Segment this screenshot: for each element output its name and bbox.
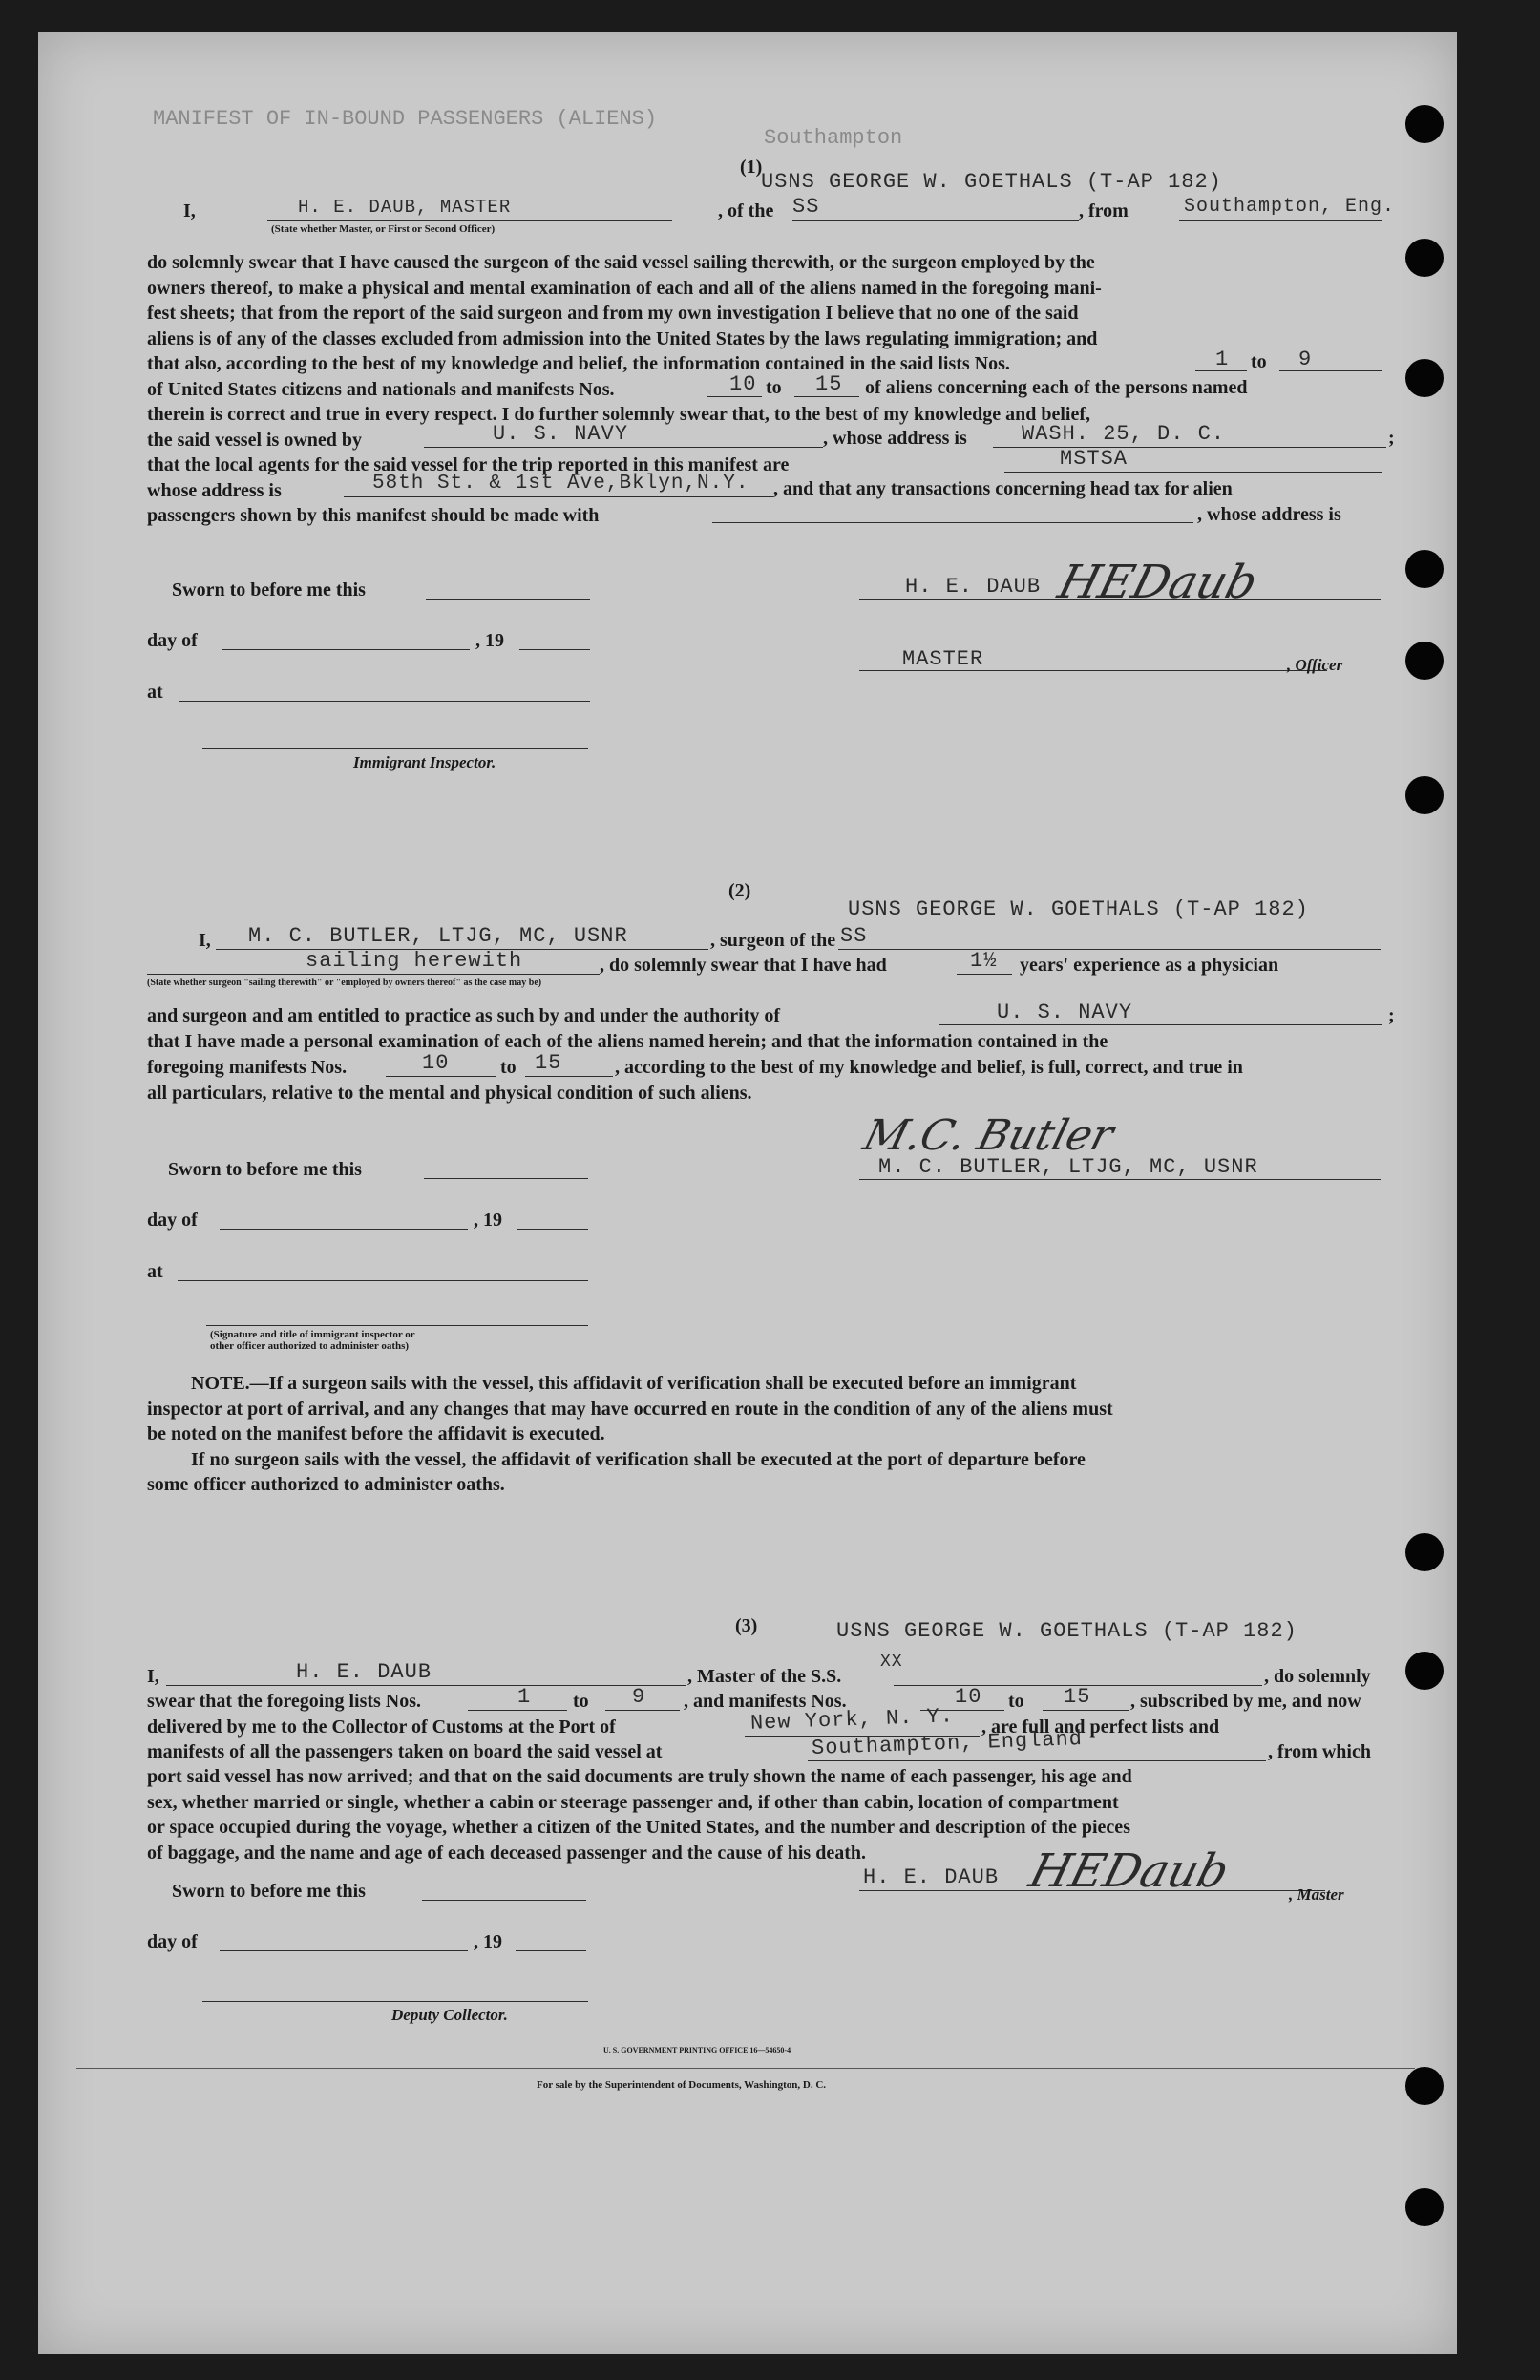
note-paragraph [147,1371,1113,1498]
bleed-through-port: Southampton [764,126,903,150]
surgeon-line-4a: foregoing manifests Nos. [147,1057,348,1078]
sailing-line [147,974,600,975]
section2-vessel-type: SS [840,924,868,948]
section2-manifests-from-line [386,1076,496,1077]
day-of-label-1: day of [147,630,198,651]
section3-lists-from-line [468,1710,567,1711]
section1-typed-name: H. E. DAUB [905,575,1042,599]
lists-from-value: 1 [1215,348,1230,371]
oath-line-4: aliens is of any of the classes excluded from admission into the United States by the laws regulating immigration; and [147,327,1098,349]
section3-vessel-type: XX [880,1653,903,1672]
section3-manifests-to-line [1043,1710,1129,1711]
punch-hole [1405,776,1444,814]
year-line-1 [519,649,590,650]
note-line-5: some officer authorized to administer oaths. [147,1474,505,1495]
lists-to-value: 9 [1298,348,1313,371]
oath-line-9: that the local agents for the said vessel for the trip reported in this manifest are [147,454,790,475]
owner-value: U. S. NAVY [493,422,629,446]
oath-line-7: therein is correct and true in every respect. I do further solemnly swear that, to the best of my knowledge and belief, [147,404,1091,425]
inspector-sig-line-2 [206,1325,588,1326]
note-line-1: NOTE.—If a surgeon sails with the vessel, this affidavit of verification shall be executed before an immigrant [191,1373,1077,1394]
prefix-i: I, [183,200,196,221]
oath-line-2: owners thereof, to make a physical and mental examination of each and all of the aliens named in the foregoing mani- [147,277,1102,299]
agent-address-line [344,496,773,497]
from-port-line [1179,220,1382,221]
at-label-1: at [147,682,163,703]
at-label-2: at [147,1261,163,1282]
owner-semicolon: ; [1388,428,1395,449]
day-of-label-2: day of [147,1210,198,1231]
authority-semicolon: ; [1388,1005,1395,1026]
section2-manifests-to: 15 [535,1051,562,1075]
punch-hole [1405,1533,1444,1571]
prefix-i-2: I, [199,930,211,951]
section3-typed-name: H. E. DAUB [863,1865,1000,1889]
bleed-through-header: MANIFEST OF IN-BOUND PASSENGERS (ALIENS) [153,107,658,131]
note-line-3: be noted on the manifest before the affidavit is executed. [147,1423,605,1444]
section3-lists-to: 9 [632,1685,646,1709]
printing-office: U. S. GOVERNMENT PRINTING OFFICE 16—54650-4 [603,2046,791,2054]
oath-line-5-text: that also, according to the best of my knowledge and belief, the information contained in the said lists Nos. [147,353,1010,374]
collector-sig-line [202,2001,588,2002]
section3-manifests-to-word: to [1008,1691,1024,1712]
section1-rank: MASTER [902,647,984,671]
oath-line-1: do solemnly swear that I have caused the surgeon of the said vessel sailing therewith, or the surgeon employed by the [147,252,1095,273]
agents-line [1004,472,1382,473]
lists-to-word: to [1251,351,1267,372]
section3-line4-b: , from which [1268,1741,1371,1762]
punch-hole [1405,359,1444,397]
sworn-line-3 [422,1900,586,1901]
lists-to-line [1279,370,1382,371]
manifest-page [38,32,1457,2354]
year-label-1: , 19 [475,630,504,651]
section3-oath-line-2: sex, whether married or single, whether a cabin or steerage passenger and, if other than cabin, location of compartment [147,1791,1119,1813]
section3-line2-c: , subscribed by me, and now [1130,1691,1361,1712]
sailing-caption: (State whether surgeon "sailing therewith" or "employed by owners thereof" as the case may be) [147,978,542,988]
head-tax-text: , and that any transactions concerning head tax for alien [773,478,1233,499]
officer-label: , Officer [1287,656,1343,674]
section1-from-port: Southampton, Eng. [1184,196,1396,218]
sale-text: For sale by the Superintendent of Documents, Washington, D. C. [537,2079,827,2091]
agents-value: MSTSA [1060,447,1129,471]
master-signature-3: HEDaub [1023,1844,1235,1898]
rank-line [859,670,1327,671]
master-signature-1: HEDaub [1052,556,1264,609]
section3-line2-b: , and manifests Nos. [684,1691,847,1712]
section3-lists-to-word: to [573,1691,589,1712]
day-of-label-3: day of [147,1931,198,1952]
section-number-2: (2) [728,880,751,901]
sailing-value: sailing herewith [306,949,523,973]
prefix-i-3: I, [147,1666,159,1687]
section3-from-port-line [808,1760,1266,1761]
day-of-line-1 [222,649,470,650]
section1-vessel-type: SS [792,195,820,219]
section-number-1: (1) [740,157,763,178]
section3-oath-line-1: port said vessel has now arrived; and that on the said documents are truly shown the name of each passenger, his age and [147,1766,1132,1787]
section2-typed-name: M. C. BUTLER, LTJG, MC, USNR [878,1155,1258,1179]
punch-hole [1405,2188,1444,2226]
agent-address-label: whose address is [147,479,282,501]
day-of-line-2 [220,1229,468,1230]
punch-hole [1405,105,1444,143]
punch-hole [1405,642,1444,680]
section2-vessel-name: USNS GEORGE W. GOETHALS (T-AP 182) [848,897,1309,921]
owned-by-label: the said vessel is owned by [147,429,363,451]
year-line-2 [517,1229,588,1230]
section3-lists-to-line [605,1710,680,1711]
years-line [957,974,1012,975]
manifests-to-word: to [766,377,782,398]
owner-address-value: WASH. 25, D. C. [1022,422,1226,446]
surgeon-line-4b: , according to the best of my knowledge and belief, is full, correct, and true in [615,1057,1243,1078]
surgeon-line-2: and surgeon and am entitled to practice as such by and under the authority of [147,1005,781,1026]
section3-line3-a: delivered by me to the Collector of Customs at the Port of [147,1717,616,1738]
surgeon-typed-line [859,1179,1381,1180]
aliens-text: of aliens concerning each of the persons named [865,377,1248,398]
lists-from-line [1195,370,1247,371]
oath-line-3: fest sheets; that from the report of the said surgeon and from my own investigation I believe that no one of the said [147,303,1079,324]
note-line-2: inspector at port of arrival, and any changes that may have occurred en route in the condition of any of the aliens must [147,1398,1113,1420]
authority-line [939,1024,1382,1025]
vessel-type-line-2 [838,949,1381,950]
sworn-label-3: Sworn to before me this [172,1881,366,1902]
swear-text: , do solemnly swear that I have had [600,955,887,976]
section-number-3: (3) [735,1615,758,1636]
note-line-4: If no surgeon sails with the vessel, the affidavit of verification shall be executed at the port of departure before [191,1448,1086,1470]
section3-manifests-to: 15 [1064,1685,1091,1709]
section3-lists-from: 1 [517,1685,532,1709]
experience-text: years' experience as a physician [1020,955,1279,976]
at-line-2 [178,1280,588,1281]
agent-address-value: 58th St. & 1st Ave,Bklyn,N.Y. [372,473,749,495]
year-line-3 [516,1950,586,1951]
surgeon-signature: M.C. Butler [858,1111,1119,1160]
sworn-label-1: Sworn to before me this [172,579,366,600]
manifests-from-value: 10 [729,372,757,396]
section2-to-word: to [500,1057,517,1078]
master-name-line [166,1685,686,1686]
day-of-line-3 [220,1950,468,1951]
surgeon-of-the-label: , surgeon of the [710,930,836,951]
owner-line [424,447,823,448]
section3-line2-a: swear that the foregoing lists Nos. [147,1691,422,1712]
sworn-label-2: Sworn to before me this [168,1159,362,1180]
section3-line3-b: , are full and perfect lists and [981,1717,1220,1738]
immigrant-inspector-caption: Immigrant Inspector. [353,753,496,771]
oath-line-5 [147,351,1102,377]
do-solemnly: , do solemnly [1264,1666,1371,1687]
section1-officer-name: H. E. DAUB, MASTER [298,197,512,218]
deputy-collector-caption: Deputy Collector. [391,2006,508,2024]
oath-line-11: passengers shown by this manifest should be made with [147,505,600,526]
officer-caption: (State whether Master, or First or Second Officer) [271,223,496,235]
surgeon-line-5: all particulars, relative to the mental and physical condition of such aliens. [147,1083,752,1104]
section3-paragraph [147,1764,1132,1865]
section3-oath-line-3: or space occupied during the voyage, whether a citizen of the United States, and the number and description of the pieces [147,1817,1130,1838]
punch-hole [1405,2067,1444,2105]
surgeon-line-3: that I have made a personal examination of each of the aliens named herein; and that the information contained in the [147,1031,1108,1052]
section3-line4-a: manifests of all the passengers taken on board the said vessel at [147,1741,663,1762]
sworn-line-2 [424,1178,588,1179]
at-line-1 [179,701,590,702]
section3-vessel-name: USNS GEORGE W. GOETHALS (T-AP 182) [836,1619,1297,1643]
oath-line-6-text: of United States citizens and nationals and manifests Nos. [147,378,615,400]
owner-address-label: , whose address is [823,428,967,449]
head-tax-with-line [712,522,1253,523]
whose-address-end: , whose address is [1193,504,1341,525]
sworn-line-1 [426,599,590,600]
master-label: , Master [1289,1885,1344,1904]
year-label-3: , 19 [474,1931,502,1952]
of-the-label: , of the [718,200,774,221]
section3-from-port: Southampton, England [811,1727,1084,1760]
years-value: 1½ [970,949,998,973]
punch-hole [1405,1652,1444,1690]
section3-manifests-from: 10 [955,1685,982,1709]
vessel-type-line [792,220,1079,221]
authority-value: U. S. NAVY [997,1000,1133,1024]
signature-title-caption: (Signature and title of immigrant inspector or other officer authorized to administer oaths) [210,1329,415,1352]
year-label-2: , 19 [474,1210,502,1231]
section3-oath-line-4: of baggage, and the name and age of each deceased passenger and the cause of his death. [147,1842,866,1864]
manifests-to-line [794,396,859,397]
owner-address-line [993,447,1386,448]
punch-hole [1405,239,1444,277]
officer-name-line [267,220,672,221]
inspector-sig-line [202,748,588,749]
section2-manifests-from: 10 [422,1051,450,1075]
section3-master-name: H. E. DAUB [296,1660,432,1684]
footer-divider [76,2068,1415,2069]
section1-vessel-name: USNS GEORGE W. GOETHALS (T-AP 182) [761,170,1222,194]
section2-manifests-to-line [525,1076,613,1077]
master-of-the-label: , Master of the S.S. [687,1666,842,1687]
section3-port: New York, N. Y. [749,1704,955,1736]
punch-hole [1405,550,1444,588]
manifests-to-value: 15 [815,372,843,396]
section2-surgeon-name: M. C. BUTLER, LTJG, MC, USNR [248,924,628,948]
from-label: , from [1079,200,1129,221]
manifests-from-line [707,396,762,397]
